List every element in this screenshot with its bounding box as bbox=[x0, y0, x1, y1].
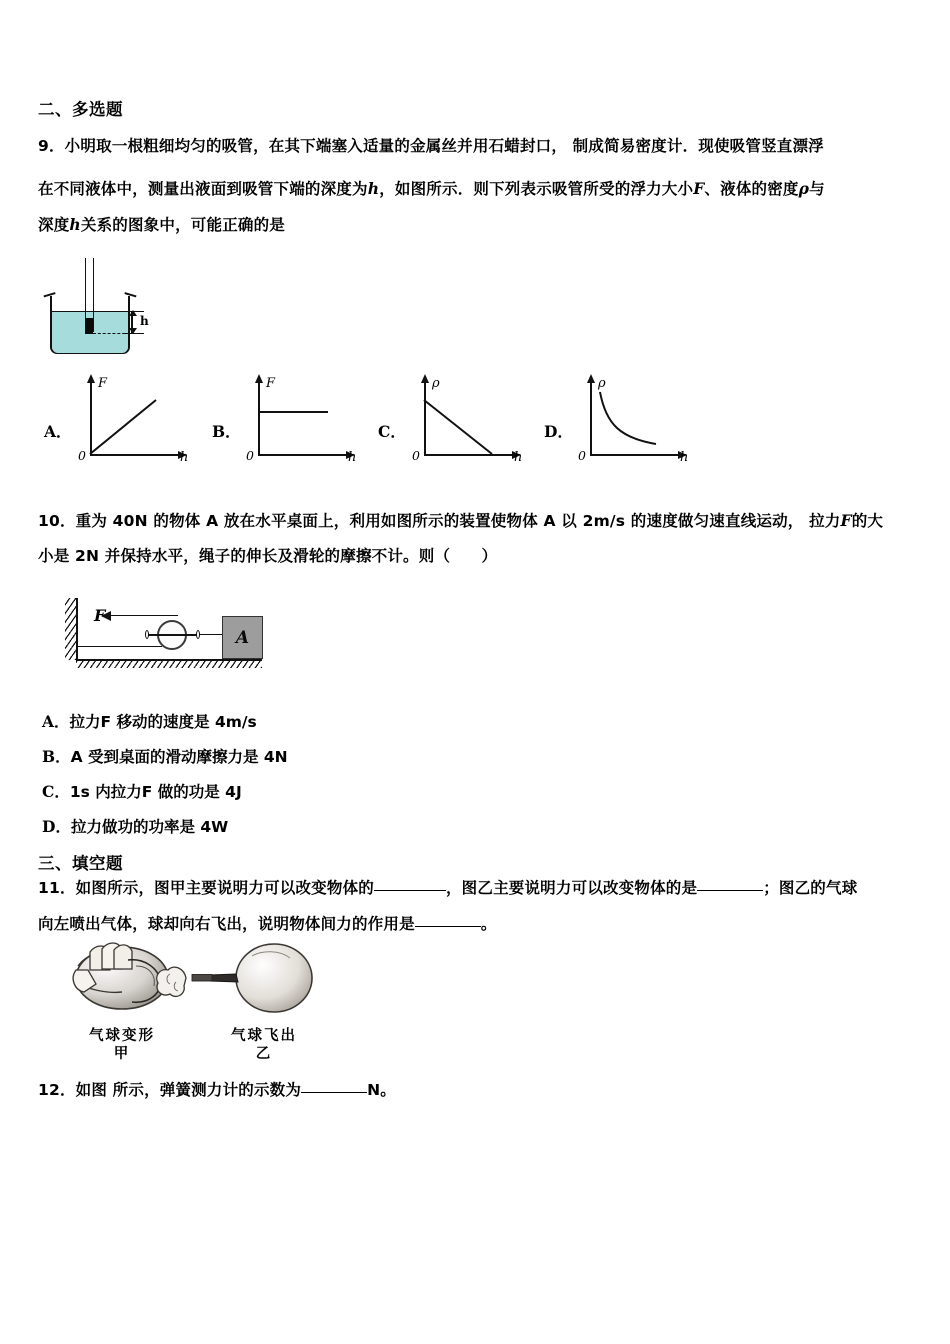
balloon-caption-left-line-2: 甲 bbox=[113, 1046, 131, 1062]
option-10-a-text-b: 移动的速度是 4m/s bbox=[116, 713, 257, 731]
q10-l1-part-b: 的大 bbox=[851, 512, 884, 530]
block-a: A bbox=[222, 616, 263, 659]
origin-label: 0 bbox=[78, 448, 86, 463]
q12-part-b: N。 bbox=[367, 1081, 396, 1099]
section-heading-multiple-choice: 二、多选题 bbox=[38, 100, 123, 119]
q11-l2-part-b: 。 bbox=[480, 915, 497, 933]
pulley-axle bbox=[147, 634, 199, 636]
wall-line bbox=[76, 598, 78, 660]
answer-blank-11-3[interactable] bbox=[415, 926, 481, 927]
answer-blank-11-2[interactable] bbox=[697, 890, 763, 891]
origin-label: 0 bbox=[412, 448, 420, 463]
option-10-c bbox=[42, 780, 242, 802]
q10-l1-var-F: F bbox=[840, 511, 852, 530]
option-10-b-text-a: A 受到桌面的滑动摩擦力是 4N bbox=[70, 748, 288, 766]
option-10-d bbox=[42, 815, 228, 837]
axle-cap-left bbox=[145, 630, 149, 639]
option-label-9-c: C． bbox=[378, 422, 406, 441]
q9-l2-part-d: 与 bbox=[809, 180, 825, 198]
depth-label-h: h bbox=[140, 314, 149, 328]
option-10-a bbox=[42, 710, 257, 732]
y-axis-label: ρ bbox=[598, 376, 606, 391]
option-10-c-text-a: 1s 内拉力 bbox=[69, 783, 142, 801]
question-9-line-1: 9．小明取一根粗细均匀的吸管，在其下端塞入适量的金属丝并用石蜡封口， 制成简易密度计．现使吸管竖直漂浮 bbox=[38, 137, 824, 155]
option-label-9-a: A． bbox=[44, 422, 72, 441]
force-label-f: F bbox=[94, 606, 106, 625]
x-axis-label: h bbox=[514, 450, 523, 465]
question-11-line-1 bbox=[38, 880, 857, 897]
question-9-line-3 bbox=[38, 216, 285, 234]
q9-l2-part-a: 在不同液体中，测量出液面到吸管下端的深度为 bbox=[38, 180, 368, 198]
y-axis-label: ρ bbox=[432, 376, 440, 391]
question-9-line-2 bbox=[38, 180, 825, 198]
question-10-line-2: 小是 2N 并保持水平，绳子的伸长及滑轮的摩擦不计。则（ ） bbox=[38, 547, 498, 565]
x-axis bbox=[90, 454, 178, 456]
question-10-line-1 bbox=[38, 512, 883, 530]
depth-double-arrow bbox=[131, 311, 133, 333]
graph-option-9-c bbox=[402, 374, 523, 469]
q9-l2-var-h: h bbox=[367, 179, 380, 198]
x-axis bbox=[424, 454, 512, 456]
q11-l1-part-b: ，图乙主要说明力可以改变物体的是 bbox=[445, 879, 698, 897]
x-axis-label: h bbox=[680, 450, 689, 465]
y-axis-label: F bbox=[98, 376, 108, 391]
option-10-c-italic: F bbox=[141, 783, 153, 801]
pulley-block-link-rod bbox=[199, 634, 223, 635]
graph-option-9-a bbox=[68, 374, 189, 469]
q9-l3-var-h: h bbox=[69, 215, 81, 234]
wall-hatching bbox=[65, 598, 76, 660]
q11-l1-part-c: ；图乙的气球 bbox=[763, 879, 858, 897]
question-12-line-1 bbox=[38, 1082, 396, 1099]
x-axis bbox=[258, 454, 346, 456]
option-10-c-text-b: 做的功是 4J bbox=[157, 783, 242, 801]
answer-blank-12-1[interactable] bbox=[301, 1092, 367, 1093]
option-10-d-label: D． bbox=[42, 817, 71, 836]
origin-label: 0 bbox=[578, 448, 586, 463]
q12-part-a: 12．如图 所示，弹簧测力计的示数为 bbox=[38, 1081, 302, 1099]
balloon-caption-left-line-1: 气球变形 bbox=[89, 1028, 155, 1044]
q9-l2-var-rho: ρ bbox=[798, 179, 810, 198]
pulley-apparatus-figure bbox=[72, 598, 267, 670]
balloon-caption-right-line-2: 乙 bbox=[255, 1046, 273, 1062]
q9-l3-part-b: 关系的图象中，可能正确的是 bbox=[80, 216, 285, 234]
option-label-9-b: B． bbox=[212, 422, 241, 441]
option-10-b-label: B． bbox=[42, 747, 71, 766]
option-10-b bbox=[42, 745, 288, 767]
rope-lower-to-wall bbox=[77, 646, 162, 647]
q11-l1-part-a: 11．如图所示，图甲主要说明力可以改变物体的 bbox=[38, 879, 374, 897]
origin-label: 0 bbox=[246, 448, 254, 463]
q10-l1-part-a: 10．重为 40N 的物体 A 放在水平桌面上，利用如图所示的装置使物体 A 以 2m/s 的速度做匀速直线运动， 拉力 bbox=[38, 512, 841, 530]
option-10-c-label: C． bbox=[42, 782, 70, 801]
answer-blank-11-1[interactable] bbox=[374, 890, 446, 891]
option-10-a-label: A． bbox=[42, 712, 70, 731]
option-label-9-d: D． bbox=[544, 422, 573, 441]
option-10-a-italic: F bbox=[100, 713, 112, 731]
x-axis-label: h bbox=[180, 450, 189, 465]
option-10-a-text-a: 拉力 bbox=[69, 713, 101, 731]
q9-l3-part-a: 深度 bbox=[38, 216, 70, 234]
straw-wall-right bbox=[93, 258, 94, 332]
x-axis bbox=[590, 454, 678, 456]
balloon-experiment-figure bbox=[66, 936, 318, 1062]
option-10-d-text-a: 拉力做功的功率是 4W bbox=[70, 818, 229, 836]
question-11-line-2 bbox=[38, 916, 497, 933]
plot-curve-hyperbolic bbox=[590, 382, 680, 454]
liquid-surface-line bbox=[51, 311, 129, 312]
x-axis-label: h bbox=[348, 450, 357, 465]
y-axis-label: F bbox=[266, 376, 276, 391]
plot-curve-constant bbox=[258, 382, 348, 454]
q9-l2-var-F: F bbox=[693, 179, 705, 198]
graph-option-9-d bbox=[568, 374, 689, 469]
q11-l2-part-a: 向左喷出气体，球却向右飞出，说明物体间力的作用是 bbox=[38, 915, 415, 933]
q9-l2-part-c: 、液体的密度 bbox=[704, 180, 799, 198]
plot-curve-rising bbox=[90, 382, 180, 454]
ground-line bbox=[76, 659, 262, 661]
plot-curve-falling bbox=[424, 382, 514, 454]
graph-option-9-b bbox=[236, 374, 357, 469]
beaker-hydrometer-figure bbox=[44, 258, 194, 363]
rope-upper-with-force-arrow bbox=[110, 615, 178, 616]
q9-l2-part-b: ，如图所示．则下列表示吸管所受的浮力大小 bbox=[379, 180, 694, 198]
balloon-illustrations bbox=[66, 936, 318, 1028]
straw-weighted-tip bbox=[85, 318, 93, 334]
balloon-caption-right-line-1: 气球飞出 bbox=[231, 1028, 297, 1044]
section-heading-fill-in-blank: 三、填空题 bbox=[38, 854, 123, 873]
